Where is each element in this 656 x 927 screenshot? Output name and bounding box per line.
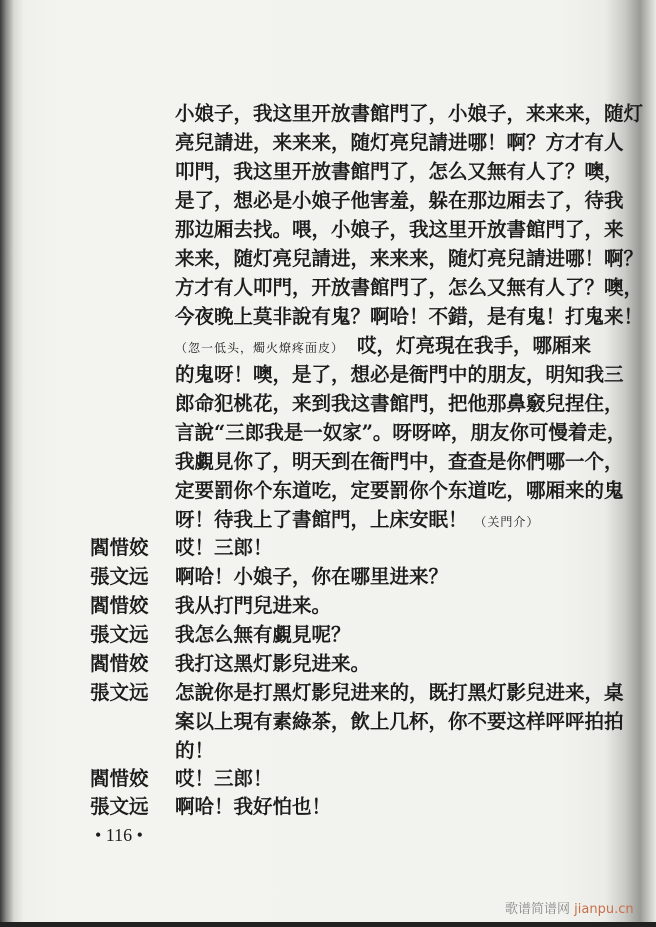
speaker-name: 張文远 (90, 681, 149, 704)
dialogue-line: 啊哈！小娘子，你在哪里进来？ (175, 565, 449, 588)
dialogue-line: 案以上現有素綠茶，飲上几杯，你不要这样呯呯拍拍 (175, 710, 624, 733)
speaker-name: 張文远 (90, 623, 149, 646)
stage-direction: （关門介） (474, 515, 540, 529)
scan-edge (0, 922, 656, 927)
monologue-line: 亮兒請进，来来来，随灯亮兒請进哪！啊？方才有人 (175, 131, 624, 154)
watermark-url: jianpu.cn (574, 902, 634, 917)
speaker-name: 張文远 (90, 795, 149, 818)
dialogue-line: 啊哈！我好怕也！ (175, 795, 332, 818)
dialogue-line: 我怎么無有覷見呢？ (175, 623, 351, 646)
watermark (505, 898, 634, 917)
monologue-line: 言說“三郎我是一奴家”。呀呀啐，朋友你可慢着走， (175, 421, 627, 444)
monologue-line (175, 505, 591, 534)
dialogue-line: 我打这黑灯影兒进来。 (175, 652, 371, 675)
dialogue-line: 怎說你是打黑灯影兒进来的，既打黑灯影兒进来，桌 (175, 681, 624, 704)
watermark-site-name: 歌谱简谱网 (505, 902, 571, 917)
speaker-name: 張文远 (90, 565, 149, 588)
dialogue-line: 的！ (175, 739, 215, 762)
monologue-text: 哎，灯亮現在我手，哪厢来 (356, 334, 591, 357)
monologue-line: 定要罰你个东道吃，定要罰你个东道吃，哪厢来的鬼 (175, 479, 624, 502)
monologue-line: 叩門，我这里开放書館門了，怎么又無有人了？噢， (175, 160, 624, 183)
page-number: • 116 • (95, 825, 143, 845)
speaker-name: 閻惜姣 (90, 536, 149, 559)
monologue-line: 来来，随灯亮兒請进，来来来，随灯亮兒請进哪！啊？ (175, 247, 644, 270)
monologue-line: 郎命犯桃花，来到我这書館門，把他那鼻竅兒捏住， (175, 392, 624, 415)
monologue-line: 我覷見你了，明天到在衙門中，查查是你們哪一个， (175, 450, 624, 473)
monologue-text: 呀！待我上了書館門，上床安眠！ (175, 508, 468, 531)
stage-direction: （忽一低头，燭火燎疼面皮） (175, 341, 345, 355)
dialogue-line: 哎！三郎！ (175, 536, 273, 559)
monologue-line: 今夜晚上莫非說有鬼？啊哈！不錯，是有鬼！打鬼来！ (175, 305, 644, 328)
speaker-name: 閻惜姣 (90, 594, 149, 617)
monologue-line: 小娘子，我这里开放書館門了，小娘子，来来来，随灯 (175, 102, 644, 125)
monologue-line: 是了，想必是小娘子他害羞，躲在那边厢去了，待我 (175, 189, 624, 212)
monologue-line: 方才有人叩門，开放書館門了，怎么又無有人了？噢， (175, 276, 644, 299)
dialogue-line: 哎！三郎！ (175, 767, 273, 790)
dialogue-line: 我从打門兒进来。 (175, 594, 332, 617)
monologue-line: 那边厢去找。喂，小娘子，我这里开放書館門了，来 (175, 218, 624, 241)
speaker-name: 閻惜姣 (90, 652, 149, 675)
speaker-name: 閻惜姣 (90, 767, 149, 790)
monologue-line (175, 331, 591, 360)
monologue-line: 的鬼呀！噢，是了，想必是衙門中的朋友，明知我三 (175, 363, 624, 386)
